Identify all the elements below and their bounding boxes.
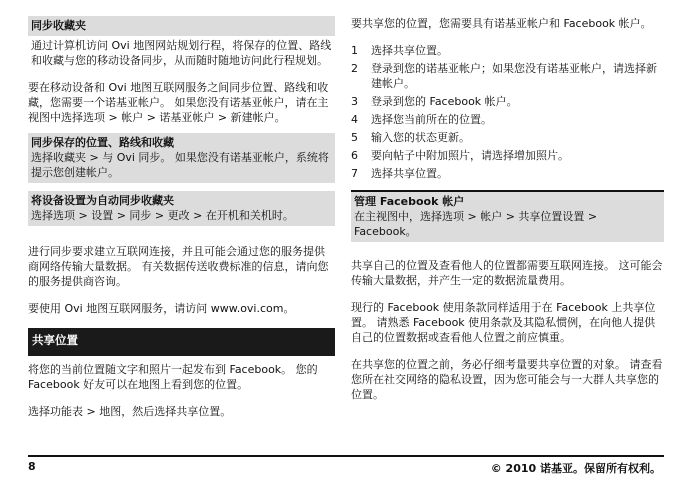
- sync-favorites-heading: 同步收藏夹: [31, 19, 86, 32]
- share-steps-list: [351, 43, 664, 181]
- sync-saved-heading: 同步保存的位置、路线和收藏: [31, 136, 174, 149]
- sync-favorites-box: [28, 16, 335, 36]
- share-location-intro: 将您的当前位置随文字和照片一起发布到 Facebook。 您的 Facebook 好友可以在地图上看到您的位置。: [28, 363, 318, 391]
- sync-favorites-body: 通过计算机访问 Ovi 地图网站规划行程，将保存的位置、路线和收藏与您的移动设备同步，从而随时随地访问此行程规划。: [31, 39, 332, 67]
- list-item: 5 输入您的状态更新。: [351, 131, 470, 144]
- sync-saved-body: 选择收藏夹 > 与 Ovi 同步。 如果您没有诺基亚帐户，系统将提示您创建帐户。: [31, 151, 329, 179]
- copyright: © 2010 诺基亚。保留所有权利。: [490, 462, 661, 475]
- footer-divider: [28, 455, 664, 457]
- data-traffic-paragraph: 共享自己的位置及查看他人的位置都需要互联网连接。 这可能会传输大量数据，并产生一定的数据流量费用。: [351, 259, 663, 287]
- auto-sync-heading: 将设备设置为自动同步收藏夹: [31, 194, 174, 207]
- manage-facebook-heading: 管理 Facebook 帐户: [354, 195, 465, 208]
- share-location-heading-bar: [28, 328, 335, 356]
- list-item: 7 选择共享位置。: [351, 167, 448, 180]
- manage-facebook-box: [351, 190, 664, 242]
- share-location-instruction: 选择功能表 > 地图，然后选择共享位置。: [28, 405, 232, 418]
- auto-sync-body: 选择选项 > 设置 > 同步 > 更改 > 在开机和关机时。: [31, 209, 294, 222]
- right-column: [351, 16, 664, 402]
- list-item: 1 选择共享位置。: [351, 44, 448, 57]
- manage-facebook-body: 在主视图中，选择选项 > 帐户 > 共享位置设置 > Facebook。: [354, 210, 598, 238]
- ovi-url-paragraph: 要使用 Ovi 地图互联网服务，请访问 www.ovi.com。: [28, 302, 295, 315]
- share-requirements-paragraph: 要共享您的位置，您需要具有诺基亚帐户和 Facebook 帐户。: [351, 17, 652, 30]
- privacy-paragraph: 在共享您的位置之前，务必仔细考量要共享位置的对象。 请查看您所在社交网络的隐私设置，因为您可能会与一大群人共享您的位置。: [351, 358, 663, 401]
- data-charges-paragraph: 进行同步要求建立互联网连接，并且可能会通过您的服务提供商网络传输大量数据。 有关数据传送收费标准的信息，请向您的服务提供商咨询。: [28, 245, 329, 288]
- page-number: 8: [28, 460, 36, 473]
- sync-saved-box: [28, 133, 335, 183]
- sync-account-paragraph: 要在移动设备和 Ovi 地图互联网服务之间同步位置、路线和收藏，您需要一个诺基亚帐户。 如果您没有诺基亚帐户，请在主视图中选择选项 > 帐户 > 诺基亚帐户 > 新建帐户。: [28, 81, 329, 124]
- list-item: 6 要向帖子中附加照片，请选择增加照片。: [351, 149, 569, 162]
- left-column: [28, 16, 335, 419]
- facebook-terms-paragraph: 现行的 Facebook 使用条款同样适用于在 Facebook 上共享位置。 请熟悉 Facebook 使用条款及其隐私惯例，在向他人提供自己的位置数据或查看他人位置之前应慎重。: [351, 301, 656, 344]
- auto-sync-box: [28, 191, 335, 226]
- list-item: 4 选择您当前所在的位置。: [351, 113, 492, 126]
- list-item: 2 登录到您的诺基亚帐户；如果您没有诺基亚帐户，请选择新建帐户。: [351, 62, 657, 90]
- share-location-heading: 共享位置: [32, 333, 78, 347]
- list-item: 3 登录到您的 Facebook 帐户。: [351, 95, 518, 108]
